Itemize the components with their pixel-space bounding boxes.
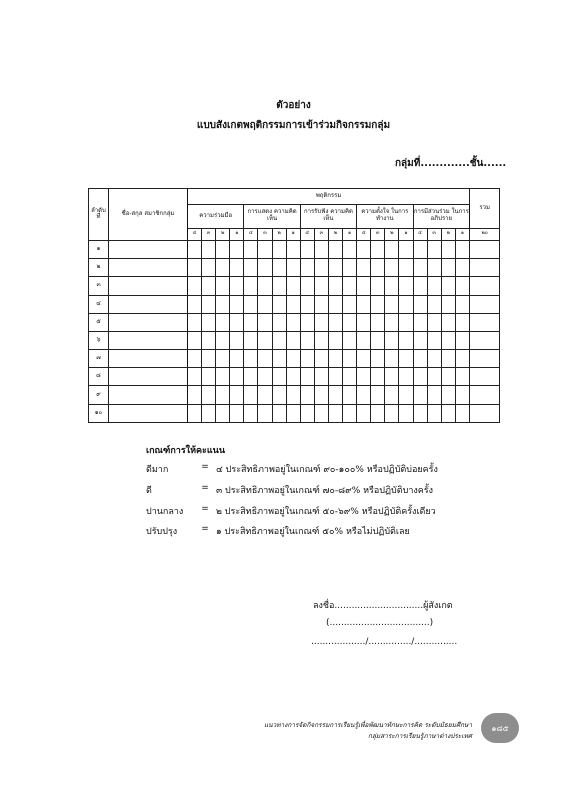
footer-subject: กลุ่มสาระการเรียนรู้ภาษาต่างประเทศ [368, 732, 472, 740]
score-header: ๒ [441, 228, 455, 240]
score-cell[interactable] [427, 368, 441, 386]
score-cell[interactable] [413, 240, 427, 258]
score-cell[interactable] [385, 350, 399, 368]
score-cell[interactable] [230, 295, 244, 313]
score-cell[interactable] [314, 331, 328, 349]
member-name-cell[interactable] [109, 404, 188, 422]
score-cell[interactable] [272, 277, 286, 295]
score-cell[interactable] [202, 313, 216, 331]
page-number: ๑๘๕ [481, 713, 519, 743]
score-cell[interactable] [272, 331, 286, 349]
total-cell[interactable] [470, 277, 500, 295]
score-cell[interactable] [455, 295, 469, 313]
behavior-cooperation: ความร่วมมือ [188, 204, 244, 228]
signature-line: ลงชื่อ...............................ผู้สังเกต [313, 601, 453, 611]
total-cell[interactable] [470, 404, 500, 422]
score-cell[interactable] [455, 259, 469, 277]
header-name: ชื่อ-สกุล สมาชิกกลุ่ม [109, 189, 188, 241]
score-cell[interactable] [343, 240, 357, 258]
member-name-cell[interactable] [109, 240, 188, 258]
score-cell[interactable] [441, 350, 455, 368]
row-number: ๘ [89, 368, 109, 386]
score-cell[interactable] [371, 259, 385, 277]
table-row [89, 350, 500, 368]
score-cell[interactable] [216, 277, 230, 295]
score-cell[interactable] [343, 259, 357, 277]
score-cell[interactable] [371, 368, 385, 386]
score-cell[interactable] [371, 295, 385, 313]
score-cell[interactable] [385, 295, 399, 313]
score-cell[interactable] [314, 277, 328, 295]
score-cell[interactable] [441, 368, 455, 386]
score-header: ๓ [314, 228, 328, 240]
signature-name-line: (...................................) [326, 618, 434, 628]
score-cell[interactable] [343, 295, 357, 313]
score-cell[interactable] [230, 277, 244, 295]
score-cell[interactable] [202, 331, 216, 349]
score-cell[interactable] [371, 331, 385, 349]
member-name-cell[interactable] [109, 259, 188, 277]
score-header: ๓ [427, 228, 441, 240]
score-cell[interactable] [328, 295, 342, 313]
score-cell[interactable] [216, 386, 230, 404]
score-cell[interactable] [343, 368, 357, 386]
score-cell[interactable] [343, 277, 357, 295]
score-cell[interactable] [300, 386, 314, 404]
score-cell[interactable] [399, 313, 413, 331]
score-cell[interactable] [216, 368, 230, 386]
score-cell[interactable] [413, 295, 427, 313]
example-label: ตัวอย่าง [276, 100, 311, 111]
total-cell[interactable] [470, 259, 500, 277]
score-cell[interactable] [427, 313, 441, 331]
score-cell[interactable] [258, 404, 272, 422]
score-cell[interactable] [413, 331, 427, 349]
score-cell[interactable] [357, 404, 371, 422]
score-cell[interactable] [371, 313, 385, 331]
score-cell[interactable] [371, 404, 385, 422]
score-cell[interactable] [357, 313, 371, 331]
criteria-level: ดีมาก [146, 465, 169, 475]
score-cell[interactable] [286, 368, 300, 386]
score-header: ๑ [455, 228, 469, 240]
score-cell[interactable] [328, 313, 342, 331]
score-cell[interactable] [286, 240, 300, 258]
total-cell[interactable] [470, 313, 500, 331]
score-cell[interactable] [357, 331, 371, 349]
score-cell[interactable] [244, 240, 258, 258]
score-cell[interactable] [441, 259, 455, 277]
member-name-cell[interactable] [109, 331, 188, 349]
score-cell[interactable] [286, 404, 300, 422]
criteria-description: ๑ ประสิทธิภาพอยู่ในเกณฑ์ ๕๐% หรือไม่ปฏิบัติเลย [216, 527, 410, 537]
score-cell[interactable] [258, 331, 272, 349]
score-cell[interactable] [357, 368, 371, 386]
score-cell[interactable] [314, 240, 328, 258]
score-cell[interactable] [399, 277, 413, 295]
criteria-equals: = [201, 462, 209, 472]
table-row [89, 295, 500, 313]
score-cell[interactable] [427, 277, 441, 295]
score-cell[interactable] [427, 259, 441, 277]
observation-table [88, 188, 500, 423]
score-cell[interactable] [399, 386, 413, 404]
row-number: ๔ [89, 295, 109, 313]
score-cell[interactable] [441, 277, 455, 295]
criteria-equals: = [201, 504, 209, 514]
score-header: ๓ [202, 228, 216, 240]
score-cell[interactable] [427, 386, 441, 404]
score-cell[interactable] [244, 368, 258, 386]
member-name-cell[interactable] [109, 386, 188, 404]
score-cell[interactable] [314, 368, 328, 386]
score-cell[interactable] [455, 386, 469, 404]
score-cell[interactable] [427, 404, 441, 422]
criteria-description: ๔ ประสิทธิภาพอยู่ในเกณฑ์ ๙๐-๑๐๐% หรือปฏิบัติบ่อยครั้ง [216, 465, 438, 475]
score-cell[interactable] [272, 295, 286, 313]
score-cell[interactable] [300, 313, 314, 331]
score-cell[interactable] [230, 313, 244, 331]
score-cell[interactable] [258, 295, 272, 313]
score-cell[interactable] [343, 386, 357, 404]
score-cell[interactable] [202, 368, 216, 386]
member-name-cell[interactable] [109, 313, 188, 331]
score-cell[interactable] [399, 368, 413, 386]
score-cell[interactable] [202, 277, 216, 295]
score-cell[interactable] [328, 277, 342, 295]
score-cell[interactable] [385, 404, 399, 422]
score-cell[interactable] [371, 240, 385, 258]
score-cell[interactable] [413, 259, 427, 277]
footer-book-title: แนวทางการจัดกิจกรรมการเรียนรู้เพื่อพัฒนาทักษะการคิด ระดับมัธยมศึกษา [263, 721, 472, 729]
total-cell[interactable] [470, 295, 500, 313]
score-cell[interactable] [413, 313, 427, 331]
score-cell[interactable] [343, 350, 357, 368]
score-cell[interactable] [216, 240, 230, 258]
score-cell[interactable] [258, 368, 272, 386]
row-number: ๑ [89, 240, 109, 258]
score-cell[interactable] [244, 404, 258, 422]
score-header: ๒ [385, 228, 399, 240]
row-number: ๖ [89, 331, 109, 349]
score-cell[interactable] [441, 313, 455, 331]
score-cell[interactable] [258, 277, 272, 295]
total-cell[interactable] [470, 331, 500, 349]
header-behavior: พฤติกรรม [188, 189, 470, 205]
score-cell[interactable] [216, 295, 230, 313]
score-cell[interactable] [343, 331, 357, 349]
row-number: ๕ [89, 313, 109, 331]
score-cell[interactable] [385, 240, 399, 258]
score-cell[interactable] [455, 277, 469, 295]
score-cell[interactable] [216, 404, 230, 422]
score-cell[interactable] [202, 259, 216, 277]
score-header: ๓ [258, 228, 272, 240]
criteria-row [146, 504, 436, 518]
table-row [89, 259, 500, 277]
score-cell[interactable] [258, 350, 272, 368]
table-row [89, 404, 500, 422]
score-cell[interactable] [272, 350, 286, 368]
score-cell[interactable] [230, 404, 244, 422]
score-cell[interactable] [385, 259, 399, 277]
score-header: ๑ [399, 228, 413, 240]
score-cell[interactable] [258, 386, 272, 404]
score-header: ๓ [371, 228, 385, 240]
score-cell[interactable] [216, 313, 230, 331]
score-cell[interactable] [202, 240, 216, 258]
score-header: ๔ [300, 228, 314, 240]
score-header: ๔ [188, 228, 202, 240]
header-order: ลำดับ ที่ [89, 189, 109, 241]
score-cell[interactable] [202, 350, 216, 368]
behavior-discussion: การมีส่วนร่วม ในการอภิปราย [413, 204, 470, 228]
total-cell[interactable] [470, 386, 500, 404]
table-row [89, 368, 500, 386]
score-cell[interactable] [300, 259, 314, 277]
score-cell[interactable] [371, 386, 385, 404]
criteria-title: เกณฑ์การให้คะแนน [146, 446, 225, 456]
row-number: ๓ [89, 277, 109, 295]
score-cell[interactable] [314, 404, 328, 422]
criteria-level: ดี [146, 486, 152, 496]
signature-date-line: .................../.............../............... [311, 637, 458, 647]
score-cell[interactable] [300, 404, 314, 422]
score-cell[interactable] [413, 386, 427, 404]
score-cell[interactable] [202, 295, 216, 313]
score-header: ๑ [286, 228, 300, 240]
criteria-description: ๓ ประสิทธิภาพอยู่ในเกณฑ์ ๗๐-๘๙% หรือปฏิบัติบางครั้ง [216, 486, 434, 496]
score-cell[interactable] [244, 331, 258, 349]
behavior-expressing-opinion: การแสดง ความคิดเห็น [244, 204, 300, 228]
total-max: ๒๐ [470, 228, 500, 240]
score-cell[interactable] [286, 259, 300, 277]
score-cell[interactable] [244, 295, 258, 313]
score-header: ๔ [244, 228, 258, 240]
score-cell[interactable] [286, 295, 300, 313]
score-cell[interactable] [399, 295, 413, 313]
member-name-cell[interactable] [109, 350, 188, 368]
score-cell[interactable] [427, 350, 441, 368]
score-cell[interactable] [455, 313, 469, 331]
row-number: ๙ [89, 386, 109, 404]
score-cell[interactable] [385, 313, 399, 331]
score-cell[interactable] [188, 295, 202, 313]
score-cell[interactable] [357, 295, 371, 313]
table-row [89, 386, 500, 404]
total-cell[interactable] [470, 350, 500, 368]
score-cell[interactable] [230, 368, 244, 386]
score-cell[interactable] [441, 386, 455, 404]
table-row [89, 277, 500, 295]
score-cell[interactable] [230, 259, 244, 277]
behavior-work-attention: ความตั้งใจ ในการทำงาน [357, 204, 413, 228]
score-cell[interactable] [328, 331, 342, 349]
score-cell[interactable] [188, 404, 202, 422]
score-cell[interactable] [455, 240, 469, 258]
score-header: ๔ [357, 228, 371, 240]
score-cell[interactable] [300, 240, 314, 258]
score-cell[interactable] [258, 240, 272, 258]
score-cell[interactable] [244, 259, 258, 277]
score-cell[interactable] [314, 313, 328, 331]
score-cell[interactable] [300, 350, 314, 368]
score-cell[interactable] [202, 404, 216, 422]
score-cell[interactable] [314, 350, 328, 368]
score-cell[interactable] [357, 350, 371, 368]
score-cell[interactable] [357, 240, 371, 258]
score-cell[interactable] [328, 386, 342, 404]
score-cell[interactable] [399, 259, 413, 277]
member-name-cell[interactable] [109, 277, 188, 295]
score-cell[interactable] [357, 259, 371, 277]
score-cell[interactable] [244, 277, 258, 295]
score-cell[interactable] [244, 386, 258, 404]
score-cell[interactable] [455, 331, 469, 349]
score-cell[interactable] [300, 331, 314, 349]
score-cell[interactable] [272, 259, 286, 277]
score-cell[interactable] [399, 331, 413, 349]
score-cell[interactable] [188, 386, 202, 404]
form-title: แบบสังเกตพฤติกรรมการเข้าร่วมกิจกรรมกลุ่ม [196, 120, 391, 131]
member-name-cell[interactable] [109, 295, 188, 313]
score-cell[interactable] [188, 259, 202, 277]
score-cell[interactable] [455, 404, 469, 422]
score-cell[interactable] [188, 368, 202, 386]
header-total: รวม [470, 189, 500, 229]
group-class-line: กลุ่มที่.............ชั้น...... [395, 158, 507, 169]
score-header: ๑ [230, 228, 244, 240]
score-cell[interactable] [399, 240, 413, 258]
score-cell[interactable] [258, 259, 272, 277]
total-cell[interactable] [470, 368, 500, 386]
score-cell[interactable] [385, 386, 399, 404]
score-cell[interactable] [244, 350, 258, 368]
score-cell[interactable] [385, 277, 399, 295]
score-cell[interactable] [441, 295, 455, 313]
score-header: ๒ [216, 228, 230, 240]
score-cell[interactable] [357, 277, 371, 295]
score-cell[interactable] [286, 350, 300, 368]
score-header: ๒ [272, 228, 286, 240]
criteria-description: ๒ ประสิทธิภาพอยู่ในเกณฑ์ ๕๐-๖๙% หรือปฏิบัติครั้งเดียว [216, 507, 436, 517]
score-cell[interactable] [343, 313, 357, 331]
score-cell[interactable] [300, 368, 314, 386]
score-cell[interactable] [230, 240, 244, 258]
score-cell[interactable] [427, 240, 441, 258]
criteria-equals: = [201, 483, 209, 493]
score-cell[interactable] [413, 404, 427, 422]
score-header: ๔ [413, 228, 427, 240]
criteria-equals: = [201, 524, 209, 534]
score-cell[interactable] [314, 295, 328, 313]
score-cell[interactable] [357, 386, 371, 404]
criteria-row [146, 524, 410, 538]
score-header: ๒ [328, 228, 342, 240]
score-cell[interactable] [188, 331, 202, 349]
score-cell[interactable] [244, 313, 258, 331]
score-cell[interactable] [455, 350, 469, 368]
score-cell[interactable] [272, 386, 286, 404]
score-header: ๑ [343, 228, 357, 240]
score-cell[interactable] [371, 277, 385, 295]
score-cell[interactable] [385, 331, 399, 349]
score-cell[interactable] [441, 331, 455, 349]
score-cell[interactable] [441, 240, 455, 258]
score-cell[interactable] [314, 386, 328, 404]
score-cell[interactable] [371, 350, 385, 368]
score-cell[interactable] [455, 368, 469, 386]
score-cell[interactable] [314, 259, 328, 277]
score-cell[interactable] [230, 331, 244, 349]
score-cell[interactable] [385, 368, 399, 386]
member-name-cell[interactable] [109, 368, 188, 386]
row-number: ๗ [89, 350, 109, 368]
score-cell[interactable] [328, 240, 342, 258]
score-cell[interactable] [230, 386, 244, 404]
table-row [89, 240, 500, 258]
score-cell[interactable] [343, 404, 357, 422]
score-cell[interactable] [413, 277, 427, 295]
score-cell[interactable] [300, 277, 314, 295]
score-cell[interactable] [272, 368, 286, 386]
score-cell[interactable] [399, 404, 413, 422]
score-cell[interactable] [300, 295, 314, 313]
criteria-level: ปรับปรุง [146, 527, 178, 537]
score-cell[interactable] [286, 331, 300, 349]
score-cell[interactable] [427, 295, 441, 313]
score-cell[interactable] [230, 350, 244, 368]
score-cell[interactable] [216, 259, 230, 277]
score-cell[interactable] [272, 404, 286, 422]
total-cell[interactable] [470, 240, 500, 258]
table-row [89, 313, 500, 331]
score-cell[interactable] [328, 350, 342, 368]
score-cell[interactable] [286, 313, 300, 331]
score-cell[interactable] [328, 404, 342, 422]
row-number: ๑๐ [89, 404, 109, 422]
score-cell[interactable] [258, 313, 272, 331]
score-cell[interactable] [188, 313, 202, 331]
score-cell[interactable] [328, 259, 342, 277]
score-cell[interactable] [272, 240, 286, 258]
behavior-listening: การรับฟัง ความคิดเห็น [300, 204, 356, 228]
score-cell[interactable] [216, 331, 230, 349]
score-cell[interactable] [413, 368, 427, 386]
score-cell[interactable] [427, 331, 441, 349]
score-cell[interactable] [399, 350, 413, 368]
criteria-row [146, 483, 433, 497]
score-cell[interactable] [286, 386, 300, 404]
table-row [89, 331, 500, 349]
score-cell[interactable] [272, 313, 286, 331]
score-cell[interactable] [216, 350, 230, 368]
score-cell[interactable] [441, 404, 455, 422]
score-cell[interactable] [202, 386, 216, 404]
criteria-row [146, 462, 438, 476]
score-cell[interactable] [413, 350, 427, 368]
score-cell[interactable] [188, 350, 202, 368]
score-cell[interactable] [188, 240, 202, 258]
criteria-level: ปานกลาง [146, 507, 184, 517]
score-cell[interactable] [188, 277, 202, 295]
score-cell[interactable] [328, 368, 342, 386]
row-number: ๒ [89, 259, 109, 277]
score-cell[interactable] [286, 277, 300, 295]
